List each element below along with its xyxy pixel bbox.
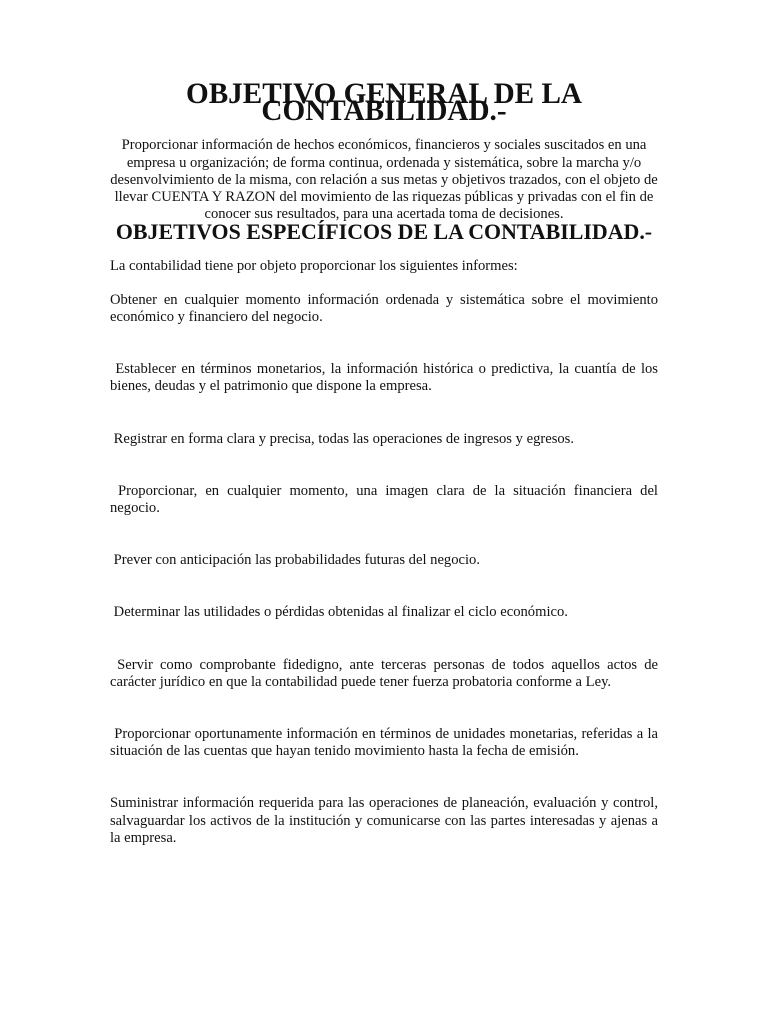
objective-item-establecer: Establecer en términos monetarios, la información histórica o predictiva, la cuantía de los bienes, deudas y el patrimonio que dispone la empresa.: [110, 361, 658, 395]
objective-item-suministrar: Suministrar información requerida para las operaciones de planeación, evaluación y control, salvaguardar los activos de la institución y comunicarse con las partes interesadas y ajenas a la empresa.: [110, 795, 658, 846]
specific-objectives-heading: OBJETIVOS ESPECÍFICOS DE LA CONTABILIDAD.-: [115, 219, 653, 245]
objective-item-proporcionar-oportunamente: Proporcionar oportunamente información en términos de unidades monetarias, referidas a la situación de las cuentas que hayan tenido movimiento hasta la fecha de emisión.: [110, 726, 658, 760]
document-content: [110, 78, 658, 847]
objective-item-determinar: Determinar las utilidades o pérdidas obtenidas al finalizar el ciclo económico.: [113, 604, 568, 621]
objective-item-registrar: Registrar en forma clara y precisa, todas las operaciones de ingresos y egresos.: [113, 430, 575, 447]
objective-item-servir: Servir como comprobante fidedigno, ante terceras personas de todos aquellos actos de carácter jurídico en que la contabilidad puede tener fuerza probatoria conforme a Ley.: [110, 656, 658, 690]
objective-item-obtener: Obtener en cualquier momento información ordenada y sistemática sobre el movimiento económico y financiero del negocio.: [110, 291, 658, 326]
general-objective-heading: OBJETIVO GENERAL DE LA CONTABILIDAD.-: [186, 78, 582, 128]
objective-item-proporcionar-imagen: Proporcionar, en cualquier momento, una imagen clara de la situación financiera del negocio.: [110, 482, 658, 517]
specific-objectives-list: [110, 292, 658, 847]
objective-item-prever: Prever con anticipación las probabilidades futuras del negocio.: [113, 552, 480, 569]
general-objective-paragraph: Proporcionar información de hechos económicos, financieros y sociales suscitados en una empresa u organización; de forma continua, ordenada y sistemática, sobre la marcha y/o desenvolvimiento de la misma, con relación a sus metas y objetivos trazados, con el objeto de llevar CUENTA Y RAZON del movimiento de las riquezas públicas y privadas con el fin de conocer sus resultados, para una acertada toma de decisiones.: [110, 137, 658, 223]
specific-objectives-intro: La contabilidad tiene por objeto proporcionar los siguientes informes:: [110, 257, 518, 274]
